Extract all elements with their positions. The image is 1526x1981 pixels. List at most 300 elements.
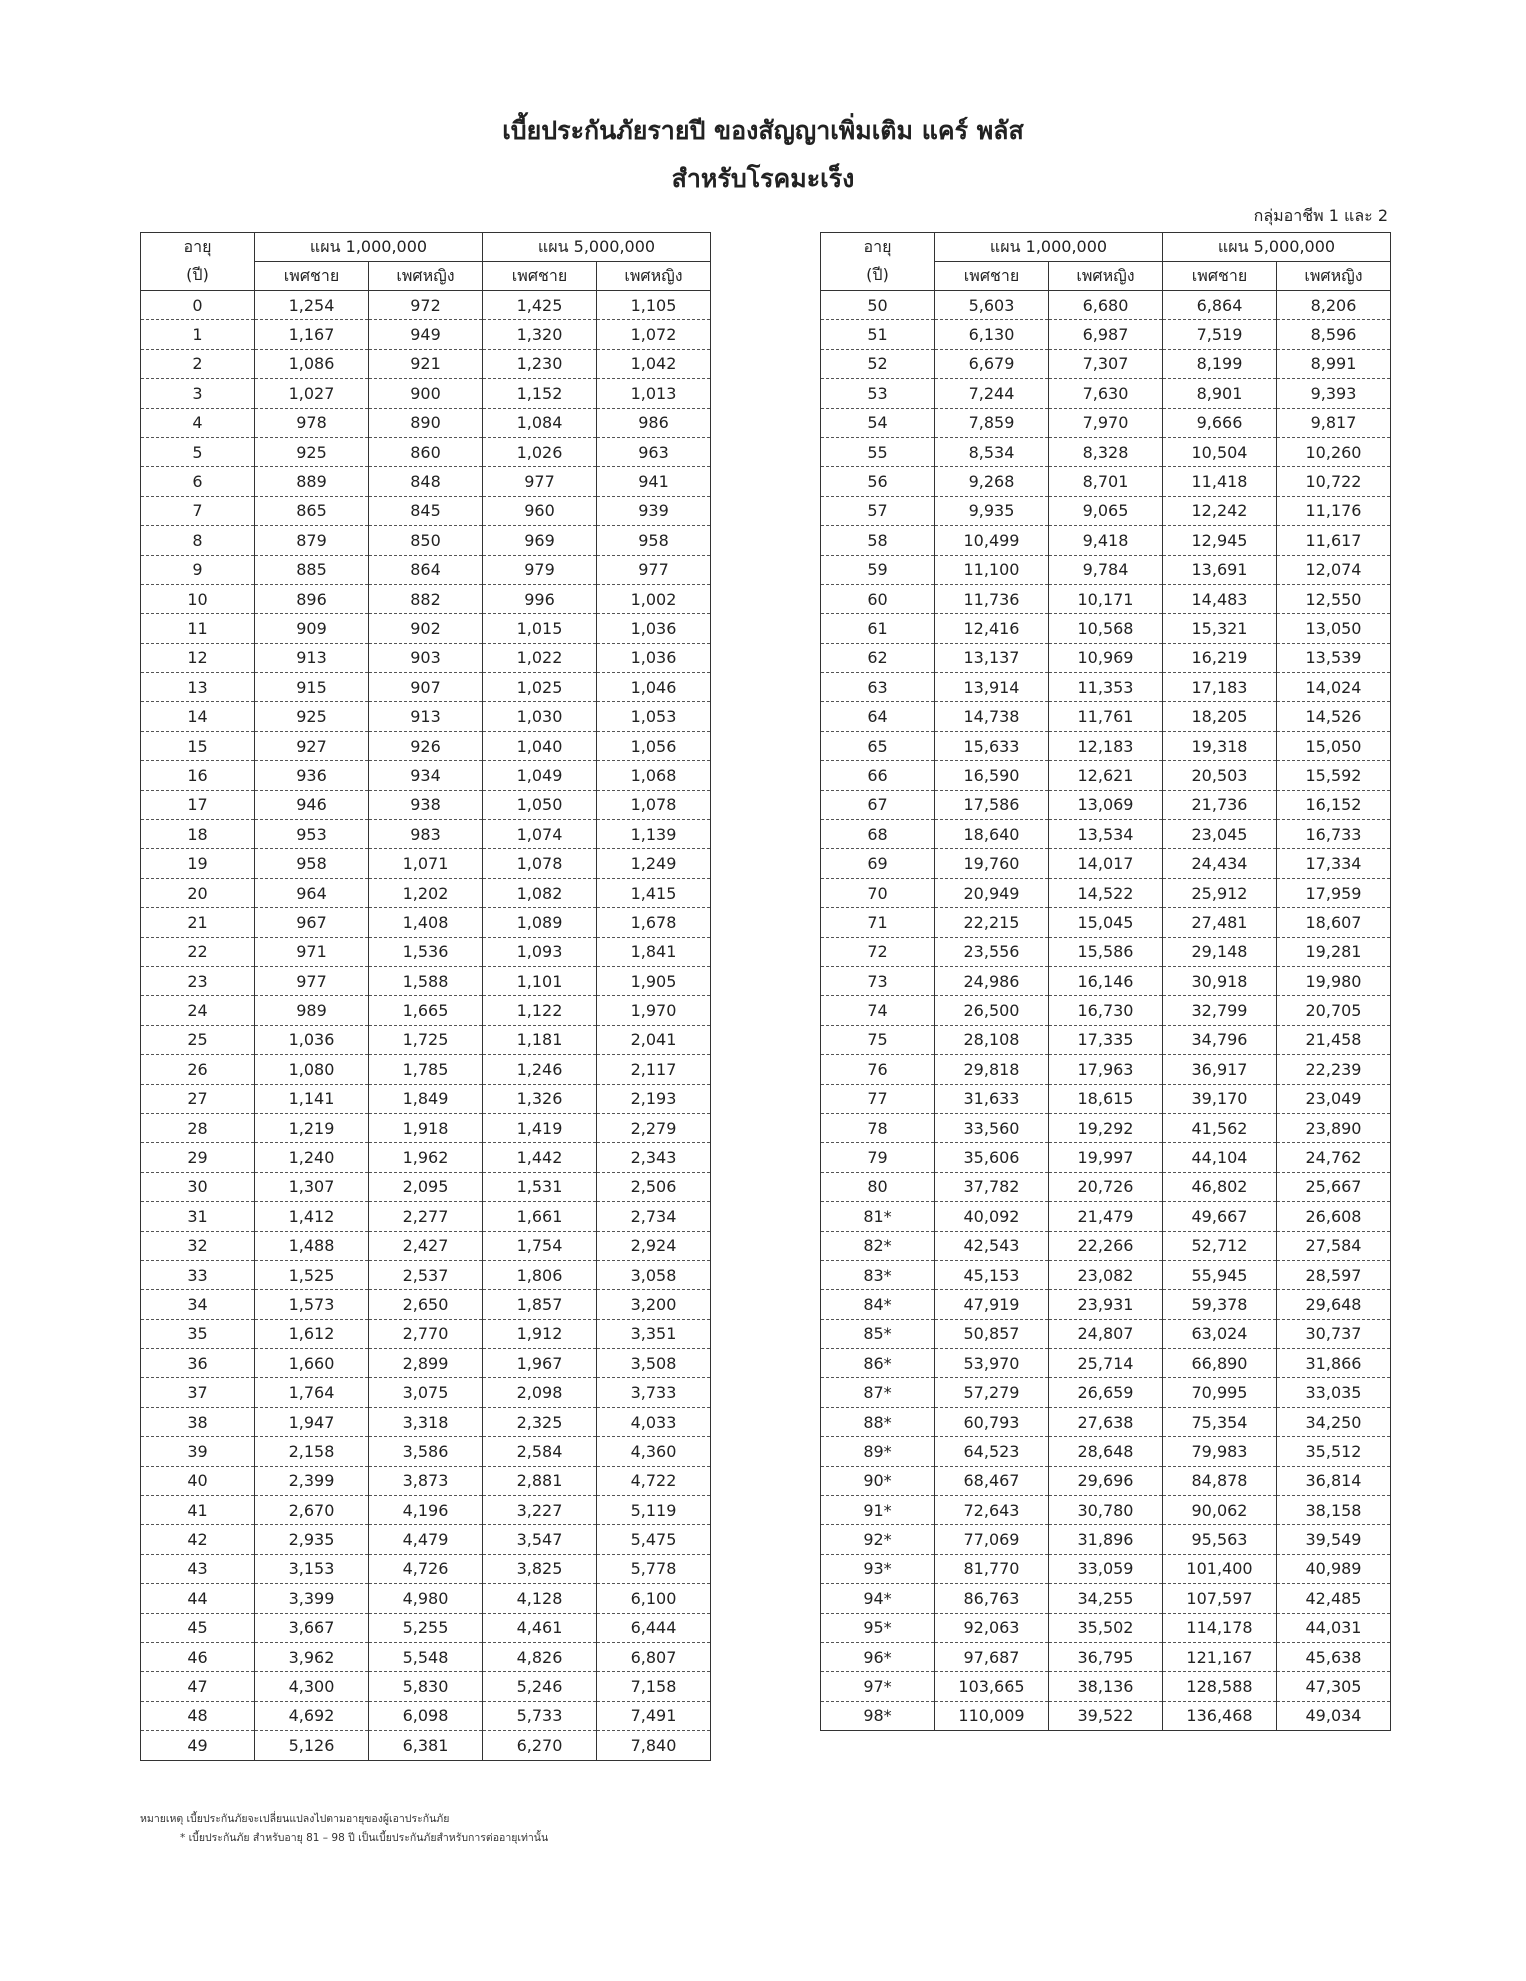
cell-age: 94* xyxy=(821,1584,935,1613)
cell-age: 54 xyxy=(821,408,935,437)
cell-age: 9 xyxy=(141,555,255,584)
cell-plan5m-male: 25,912 xyxy=(1163,878,1277,907)
cell-age: 21 xyxy=(141,908,255,937)
cell-age: 87* xyxy=(821,1378,935,1407)
cell-plan5m-male: 1,967 xyxy=(483,1349,597,1378)
cell-plan5m-female: 939 xyxy=(597,496,711,525)
cell-age: 97* xyxy=(821,1672,935,1701)
cell-plan5m-female: 27,584 xyxy=(1277,1231,1391,1260)
page-subtitle: สำหรับโรคมะเร็ง xyxy=(671,164,855,193)
cell-age: 43 xyxy=(141,1554,255,1583)
table-row xyxy=(821,1202,1391,1231)
cell-plan1m-female: 9,418 xyxy=(1049,526,1163,555)
cell-age: 44 xyxy=(141,1584,255,1613)
cell-plan1m-female: 890 xyxy=(369,408,483,437)
cell-plan1m-male: 92,063 xyxy=(935,1613,1049,1642)
cell-age: 90* xyxy=(821,1466,935,1495)
cell-plan1m-male: 64,523 xyxy=(935,1437,1049,1466)
cell-plan5m-female: 30,737 xyxy=(1277,1319,1391,1348)
cell-plan5m-male: 1,025 xyxy=(483,673,597,702)
cell-plan5m-female: 34,250 xyxy=(1277,1407,1391,1436)
cell-age: 37 xyxy=(141,1378,255,1407)
cell-age: 84* xyxy=(821,1290,935,1319)
cell-plan5m-female: 2,117 xyxy=(597,1055,711,1084)
table-row xyxy=(141,320,711,349)
cell-plan1m-female: 16,146 xyxy=(1049,966,1163,995)
cell-age: 20 xyxy=(141,878,255,907)
cell-plan1m-male: 6,679 xyxy=(935,349,1049,378)
cell-plan1m-female: 3,873 xyxy=(369,1466,483,1495)
table-row xyxy=(141,467,711,496)
cell-plan5m-male: 59,378 xyxy=(1163,1290,1277,1319)
table-row xyxy=(141,1290,711,1319)
cell-plan1m-female: 11,353 xyxy=(1049,673,1163,702)
cell-age: 52 xyxy=(821,349,935,378)
table-row xyxy=(141,761,711,790)
cell-plan1m-female: 9,065 xyxy=(1049,496,1163,525)
cell-plan5m-female: 1,249 xyxy=(597,849,711,878)
cell-plan5m-male: 39,170 xyxy=(1163,1084,1277,1113)
table-row xyxy=(821,555,1391,584)
table-row xyxy=(821,1378,1391,1407)
cell-plan5m-female: 15,592 xyxy=(1277,761,1391,790)
cell-age: 50 xyxy=(821,291,935,320)
table-row xyxy=(141,1172,711,1201)
cell-plan1m-female: 882 xyxy=(369,584,483,613)
cell-plan5m-male: 16,219 xyxy=(1163,643,1277,672)
cell-age: 17 xyxy=(141,790,255,819)
table-body-right xyxy=(821,291,1391,1731)
cell-age: 72 xyxy=(821,937,935,966)
cell-plan1m-female: 17,963 xyxy=(1049,1055,1163,1084)
table-row xyxy=(821,1525,1391,1554)
table-row xyxy=(141,437,711,466)
cell-plan1m-female: 1,071 xyxy=(369,849,483,878)
header-female: เพศหญิง xyxy=(1277,262,1391,291)
cell-plan1m-male: 86,763 xyxy=(935,1584,1049,1613)
cell-plan1m-male: 909 xyxy=(255,614,369,643)
cell-plan1m-female: 902 xyxy=(369,614,483,643)
table-row xyxy=(821,1113,1391,1142)
table-row xyxy=(821,349,1391,378)
table-row xyxy=(141,966,711,995)
cell-age: 88* xyxy=(821,1407,935,1436)
cell-age: 68 xyxy=(821,820,935,849)
cell-plan1m-female: 6,381 xyxy=(369,1731,483,1760)
cell-plan5m-male: 19,318 xyxy=(1163,731,1277,760)
cell-plan5m-female: 14,024 xyxy=(1277,673,1391,702)
cell-plan1m-female: 9,784 xyxy=(1049,555,1163,584)
cell-plan5m-male: 7,519 xyxy=(1163,320,1277,349)
cell-age: 22 xyxy=(141,937,255,966)
cell-plan1m-male: 11,100 xyxy=(935,555,1049,584)
cell-plan5m-male: 1,049 xyxy=(483,761,597,790)
table-row xyxy=(141,1701,711,1730)
cell-age: 71 xyxy=(821,908,935,937)
cell-plan1m-male: 81,770 xyxy=(935,1554,1049,1583)
cell-age: 73 xyxy=(821,966,935,995)
cell-plan1m-female: 934 xyxy=(369,761,483,790)
table-row xyxy=(821,1437,1391,1466)
premium-table-right xyxy=(820,232,1391,1731)
cell-plan5m-male: 1,040 xyxy=(483,731,597,760)
table-row xyxy=(821,467,1391,496)
table-row xyxy=(141,731,711,760)
table-row xyxy=(821,1642,1391,1671)
table-row xyxy=(141,643,711,672)
cell-plan1m-female: 850 xyxy=(369,526,483,555)
cell-plan1m-male: 1,947 xyxy=(255,1407,369,1436)
cell-plan1m-male: 110,009 xyxy=(935,1701,1049,1730)
cell-plan1m-female: 900 xyxy=(369,379,483,408)
cell-plan1m-female: 5,255 xyxy=(369,1613,483,1642)
cell-age: 66 xyxy=(821,761,935,790)
cell-plan5m-female: 21,458 xyxy=(1277,1025,1391,1054)
cell-age: 24 xyxy=(141,996,255,1025)
cell-plan1m-male: 13,137 xyxy=(935,643,1049,672)
cell-age: 81* xyxy=(821,1202,935,1231)
cell-plan5m-male: 1,152 xyxy=(483,379,597,408)
cell-age: 62 xyxy=(821,643,935,672)
table-row xyxy=(141,996,711,1025)
cell-plan5m-female: 19,281 xyxy=(1277,937,1391,966)
cell-plan5m-female: 15,050 xyxy=(1277,731,1391,760)
cell-plan5m-male: 1,026 xyxy=(483,437,597,466)
cell-plan5m-male: 17,183 xyxy=(1163,673,1277,702)
table-row xyxy=(141,849,711,878)
cell-plan1m-female: 1,202 xyxy=(369,878,483,907)
table-row xyxy=(141,1202,711,1231)
cell-plan1m-male: 103,665 xyxy=(935,1672,1049,1701)
cell-plan5m-male: 70,995 xyxy=(1163,1378,1277,1407)
cell-plan1m-female: 13,534 xyxy=(1049,820,1163,849)
cell-plan1m-female: 1,408 xyxy=(369,908,483,937)
cell-plan5m-male: 55,945 xyxy=(1163,1260,1277,1289)
cell-plan5m-male: 41,562 xyxy=(1163,1113,1277,1142)
cell-plan1m-male: 1,573 xyxy=(255,1290,369,1319)
header-plan-1m: แผน 1,000,000 xyxy=(255,233,483,262)
cell-plan1m-male: 13,914 xyxy=(935,673,1049,702)
cell-plan1m-male: 29,818 xyxy=(935,1055,1049,1084)
cell-plan5m-female: 9,393 xyxy=(1277,379,1391,408)
cell-plan5m-male: 1,442 xyxy=(483,1143,597,1172)
cell-plan5m-female: 40,989 xyxy=(1277,1554,1391,1583)
cell-age: 89* xyxy=(821,1437,935,1466)
cell-age: 56 xyxy=(821,467,935,496)
table-row xyxy=(821,1466,1391,1495)
cell-plan1m-female: 18,615 xyxy=(1049,1084,1163,1113)
cell-age: 8 xyxy=(141,526,255,555)
cell-age: 46 xyxy=(141,1642,255,1671)
table-row xyxy=(821,966,1391,995)
cell-plan5m-male: 21,736 xyxy=(1163,790,1277,819)
table-row xyxy=(141,820,711,849)
cell-plan1m-male: 35,606 xyxy=(935,1143,1049,1172)
cell-age: 92* xyxy=(821,1525,935,1554)
cell-age: 69 xyxy=(821,849,935,878)
table-row xyxy=(141,1319,711,1348)
cell-plan5m-male: 4,128 xyxy=(483,1584,597,1613)
table-row xyxy=(141,526,711,555)
cell-plan1m-male: 97,687 xyxy=(935,1642,1049,1671)
table-row xyxy=(141,1349,711,1378)
cell-plan1m-male: 946 xyxy=(255,790,369,819)
cell-age: 48 xyxy=(141,1701,255,1730)
cell-plan5m-female: 8,596 xyxy=(1277,320,1391,349)
cell-plan1m-male: 11,736 xyxy=(935,584,1049,613)
cell-age: 27 xyxy=(141,1084,255,1113)
cell-plan5m-female: 4,360 xyxy=(597,1437,711,1466)
cell-age: 12 xyxy=(141,643,255,672)
cell-plan5m-male: 1,320 xyxy=(483,320,597,349)
table-row xyxy=(821,1496,1391,1525)
cell-plan5m-female: 5,778 xyxy=(597,1554,711,1583)
table-row xyxy=(821,908,1391,937)
cell-age: 82* xyxy=(821,1231,935,1260)
cell-age: 74 xyxy=(821,996,935,1025)
header-plan-5m: แผน 5,000,000 xyxy=(1163,233,1391,262)
cell-plan5m-male: 121,167 xyxy=(1163,1642,1277,1671)
cell-plan5m-female: 38,158 xyxy=(1277,1496,1391,1525)
cell-plan1m-male: 40,092 xyxy=(935,1202,1049,1231)
cell-plan1m-female: 2,899 xyxy=(369,1349,483,1378)
cell-plan5m-male: 1,122 xyxy=(483,996,597,1025)
cell-plan1m-female: 1,536 xyxy=(369,937,483,966)
table-row xyxy=(141,408,711,437)
cell-age: 47 xyxy=(141,1672,255,1701)
cell-plan5m-female: 1,002 xyxy=(597,584,711,613)
cell-age: 30 xyxy=(141,1172,255,1201)
cell-plan5m-female: 963 xyxy=(597,437,711,466)
cell-age: 76 xyxy=(821,1055,935,1084)
cell-plan5m-female: 14,526 xyxy=(1277,702,1391,731)
header-age: อายุ xyxy=(821,233,935,262)
cell-plan1m-female: 10,171 xyxy=(1049,584,1163,613)
cell-plan5m-male: 8,901 xyxy=(1163,379,1277,408)
table-row xyxy=(821,761,1391,790)
cell-plan5m-female: 25,667 xyxy=(1277,1172,1391,1201)
cell-age: 32 xyxy=(141,1231,255,1260)
table-row xyxy=(141,1731,711,1760)
cell-plan1m-male: 927 xyxy=(255,731,369,760)
cell-plan1m-male: 977 xyxy=(255,966,369,995)
cell-plan5m-female: 2,279 xyxy=(597,1113,711,1142)
cell-plan5m-male: 95,563 xyxy=(1163,1525,1277,1554)
cell-plan1m-female: 11,761 xyxy=(1049,702,1163,731)
cell-plan1m-female: 6,680 xyxy=(1049,291,1163,320)
cell-plan5m-male: 128,588 xyxy=(1163,1672,1277,1701)
cell-plan1m-male: 22,215 xyxy=(935,908,1049,937)
cell-plan1m-female: 864 xyxy=(369,555,483,584)
cell-plan5m-female: 9,817 xyxy=(1277,408,1391,437)
table-row xyxy=(141,291,711,320)
cell-plan1m-female: 2,427 xyxy=(369,1231,483,1260)
cell-plan1m-female: 19,292 xyxy=(1049,1113,1163,1142)
table-row xyxy=(821,320,1391,349)
cell-age: 96* xyxy=(821,1642,935,1671)
cell-plan1m-male: 3,962 xyxy=(255,1642,369,1671)
cell-plan1m-male: 2,399 xyxy=(255,1466,369,1495)
table-row xyxy=(821,1672,1391,1701)
cell-plan1m-male: 1,525 xyxy=(255,1260,369,1289)
cell-plan1m-female: 10,969 xyxy=(1049,643,1163,672)
cell-plan5m-male: 11,418 xyxy=(1163,467,1277,496)
cell-plan1m-male: 1,240 xyxy=(255,1143,369,1172)
cell-plan1m-female: 35,502 xyxy=(1049,1613,1163,1642)
cell-plan1m-male: 12,416 xyxy=(935,614,1049,643)
cell-age: 25 xyxy=(141,1025,255,1054)
cell-plan5m-female: 958 xyxy=(597,526,711,555)
cell-plan5m-male: 79,983 xyxy=(1163,1437,1277,1466)
cell-plan1m-male: 889 xyxy=(255,467,369,496)
table-row xyxy=(821,1143,1391,1172)
page-title: เบี้ยประกันภัยรายปี ของสัญญาเพิ่มเติม แคร์ พลัส xyxy=(502,116,1024,145)
cell-age: 40 xyxy=(141,1466,255,1495)
cell-plan1m-female: 28,648 xyxy=(1049,1437,1163,1466)
cell-plan5m-male: 23,045 xyxy=(1163,820,1277,849)
cell-plan1m-female: 3,586 xyxy=(369,1437,483,1466)
cell-plan1m-male: 913 xyxy=(255,643,369,672)
cell-plan5m-female: 1,139 xyxy=(597,820,711,849)
cell-plan1m-female: 903 xyxy=(369,643,483,672)
cell-plan1m-male: 1,141 xyxy=(255,1084,369,1113)
table-row xyxy=(821,1084,1391,1113)
cell-age: 29 xyxy=(141,1143,255,1172)
cell-age: 57 xyxy=(821,496,935,525)
table-row xyxy=(141,349,711,378)
cell-plan1m-male: 6,130 xyxy=(935,320,1049,349)
cell-age: 38 xyxy=(141,1407,255,1436)
cell-plan5m-female: 6,444 xyxy=(597,1613,711,1642)
cell-age: 55 xyxy=(821,437,935,466)
cell-plan1m-male: 3,153 xyxy=(255,1554,369,1583)
table-row xyxy=(821,291,1391,320)
table-row xyxy=(821,643,1391,672)
cell-plan1m-male: 1,488 xyxy=(255,1231,369,1260)
header-female: เพศหญิง xyxy=(1049,262,1163,291)
cell-plan1m-female: 38,136 xyxy=(1049,1672,1163,1701)
cell-plan1m-male: 885 xyxy=(255,555,369,584)
cell-plan1m-female: 949 xyxy=(369,320,483,349)
footnotes xyxy=(140,1810,548,1848)
table-row xyxy=(141,1378,711,1407)
cell-plan1m-male: 4,300 xyxy=(255,1672,369,1701)
cell-age: 53 xyxy=(821,379,935,408)
cell-plan5m-female: 977 xyxy=(597,555,711,584)
cell-plan5m-female: 16,733 xyxy=(1277,820,1391,849)
cell-age: 91* xyxy=(821,1496,935,1525)
cell-plan1m-female: 1,962 xyxy=(369,1143,483,1172)
cell-plan5m-male: 29,148 xyxy=(1163,937,1277,966)
cell-plan1m-male: 1,027 xyxy=(255,379,369,408)
table-row xyxy=(821,702,1391,731)
cell-age: 67 xyxy=(821,790,935,819)
header-age-unit: (ปี) xyxy=(141,262,255,291)
occupation-group-label: กลุ่มอาชีพ 1 และ 2 xyxy=(1253,206,1388,225)
cell-plan1m-female: 1,665 xyxy=(369,996,483,1025)
cell-plan1m-female: 34,255 xyxy=(1049,1584,1163,1613)
table-row xyxy=(141,614,711,643)
cell-plan1m-female: 27,638 xyxy=(1049,1407,1163,1436)
cell-plan1m-female: 15,586 xyxy=(1049,937,1163,966)
cell-plan5m-female: 17,334 xyxy=(1277,849,1391,878)
cell-plan5m-male: 63,024 xyxy=(1163,1319,1277,1348)
cell-plan1m-male: 896 xyxy=(255,584,369,613)
table-row xyxy=(821,437,1391,466)
cell-age: 58 xyxy=(821,526,935,555)
cell-plan1m-female: 36,795 xyxy=(1049,1642,1163,1671)
cell-plan5m-male: 75,354 xyxy=(1163,1407,1277,1436)
cell-plan5m-female: 39,549 xyxy=(1277,1525,1391,1554)
cell-plan5m-male: 996 xyxy=(483,584,597,613)
footnote-1: หมายเหตุ เบี้ยประกันภัยจะเปลี่ยนแปลงไปตามอายุของผู้เอาประกันภัย xyxy=(140,1813,450,1825)
cell-plan1m-female: 8,701 xyxy=(1049,467,1163,496)
cell-plan1m-female: 17,335 xyxy=(1049,1025,1163,1054)
table-row xyxy=(821,1613,1391,1642)
cell-plan5m-male: 1,074 xyxy=(483,820,597,849)
cell-plan1m-male: 1,764 xyxy=(255,1378,369,1407)
cell-age: 14 xyxy=(141,702,255,731)
cell-age: 45 xyxy=(141,1613,255,1642)
table-row xyxy=(141,1113,711,1142)
cell-plan1m-male: 7,859 xyxy=(935,408,1049,437)
table-row xyxy=(141,584,711,613)
cell-plan1m-male: 978 xyxy=(255,408,369,437)
cell-plan1m-male: 23,556 xyxy=(935,937,1049,966)
table-row xyxy=(141,379,711,408)
cell-plan5m-male: 66,890 xyxy=(1163,1349,1277,1378)
cell-plan1m-female: 6,987 xyxy=(1049,320,1163,349)
table-row xyxy=(141,937,711,966)
table-row xyxy=(141,1231,711,1260)
cell-plan1m-female: 860 xyxy=(369,437,483,466)
header-plan-5m: แผน 5,000,000 xyxy=(483,233,711,262)
table-row xyxy=(821,790,1391,819)
cell-plan5m-female: 2,924 xyxy=(597,1231,711,1260)
cell-plan5m-male: 2,098 xyxy=(483,1378,597,1407)
cell-plan1m-female: 22,266 xyxy=(1049,1231,1163,1260)
cell-plan5m-male: 27,481 xyxy=(1163,908,1277,937)
header-age-unit: (ปี) xyxy=(821,262,935,291)
cell-plan1m-female: 2,537 xyxy=(369,1260,483,1289)
cell-plan1m-female: 2,770 xyxy=(369,1319,483,1348)
cell-age: 11 xyxy=(141,614,255,643)
cell-plan5m-female: 13,050 xyxy=(1277,614,1391,643)
cell-plan1m-female: 1,785 xyxy=(369,1055,483,1084)
cell-plan5m-female: 33,035 xyxy=(1277,1378,1391,1407)
cell-plan5m-male: 46,802 xyxy=(1163,1172,1277,1201)
cell-plan1m-male: 1,219 xyxy=(255,1113,369,1142)
cell-plan1m-male: 4,692 xyxy=(255,1701,369,1730)
cell-plan1m-male: 1,167 xyxy=(255,320,369,349)
cell-plan5m-male: 9,666 xyxy=(1163,408,1277,437)
cell-plan1m-female: 7,307 xyxy=(1049,349,1163,378)
cell-plan1m-female: 2,095 xyxy=(369,1172,483,1201)
cell-plan5m-male: 10,504 xyxy=(1163,437,1277,466)
table-row xyxy=(821,614,1391,643)
cell-plan1m-male: 1,307 xyxy=(255,1172,369,1201)
cell-plan5m-female: 1,905 xyxy=(597,966,711,995)
cell-plan1m-female: 39,522 xyxy=(1049,1701,1163,1730)
cell-plan1m-male: 19,760 xyxy=(935,849,1049,878)
table-row xyxy=(821,731,1391,760)
cell-plan5m-male: 3,547 xyxy=(483,1525,597,1554)
table-row xyxy=(141,1055,711,1084)
table-row xyxy=(141,673,711,702)
cell-age: 36 xyxy=(141,1349,255,1378)
table-row xyxy=(141,1025,711,1054)
cell-plan5m-male: 1,050 xyxy=(483,790,597,819)
